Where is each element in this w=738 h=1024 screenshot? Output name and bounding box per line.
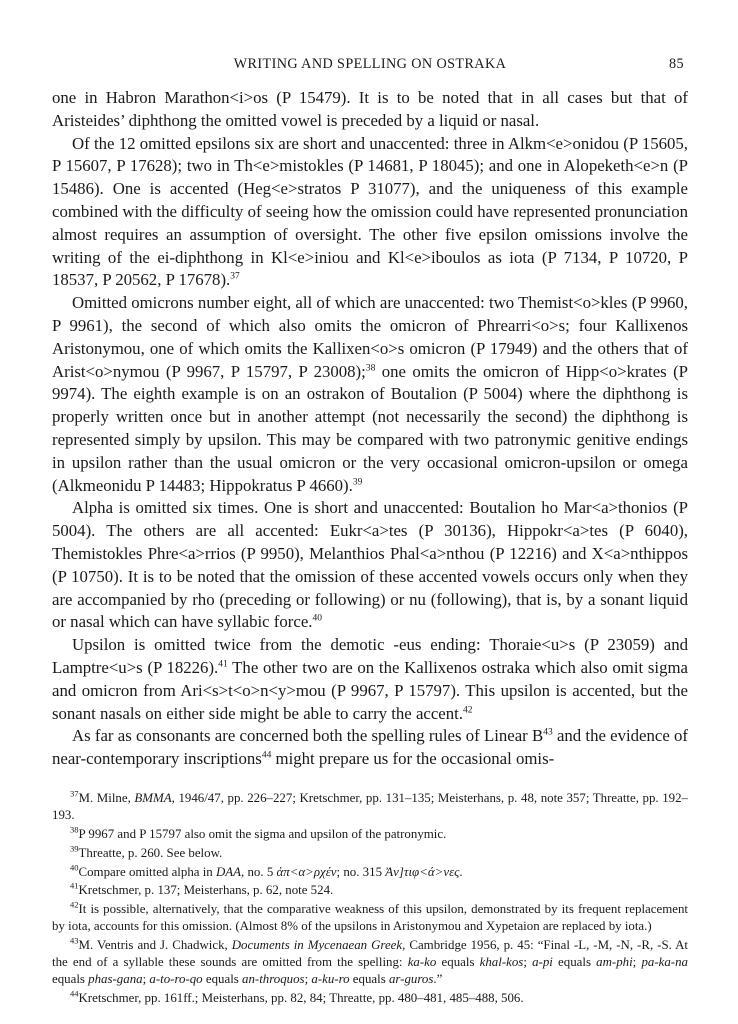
italic-text: Documents in Mycenaean Greek: [231, 938, 403, 953]
footnote-number: 38: [70, 824, 79, 835]
footnote-number: 37: [70, 788, 79, 799]
body-paragraph: [52, 634, 688, 725]
footnote: [52, 937, 688, 988]
text-run: one omits the omicron of Hipp<o>krates (P 9974). The eighth example is on an ostrakon of Boutalion (P 5004) where the diphthong is properly written once but in another attempt (not necessarily the second) the diphthong is represented simply by upsilon. This may be compared with two patronymic genitive endings in upsilon rather than the usual omicron or the very occasional omicron-upsilon or omega (Alkmeonidu P 14483; Hippokratus P 4660).: [52, 361, 689, 495]
body-paragraph: [52, 87, 688, 133]
footnote-ref: 42: [463, 704, 473, 715]
text-run: might prepare us for the occasional omis-: [271, 749, 555, 769]
footnote-ref: 37: [230, 271, 240, 282]
text-run: , 1946/47, pp. 226–227; Kretschmer, pp. 131–135; Meisterhans, p. 48, note 357; Threatte, pp. 192–193.: [52, 790, 688, 822]
text-run: Compare omitted alpha in: [78, 864, 216, 879]
text-run: .”: [433, 971, 443, 986]
footnote: [52, 990, 688, 1007]
italic-text: Ἀν]τιφ<ά>νες: [385, 864, 460, 879]
italic-text: ar-guros: [388, 971, 434, 986]
text-run: , Cambridge 1956, p. 45: “Final -L, -M, -N, -R, -S. At the end of a syllable these sounds are omitted from the spelling:: [52, 938, 688, 970]
italic-text: pa-ka-na: [641, 955, 688, 970]
footnote-number: 41: [70, 881, 79, 892]
text-run: ;: [142, 971, 150, 986]
text-run: one in Habron Marathon<i>os (P 15479). It is to be noted that in all cases but that of Aristeides’ diphthong the omitted vowel is preceded by a liquid or nasal.: [52, 88, 688, 130]
text-run: .: [459, 864, 463, 879]
footnote: [52, 901, 688, 935]
footnote: [52, 790, 688, 824]
text-run: Upsilon is omitted twice from the demotic -eus ending: Thoraie<u>s (P 23059) and Lamptre<u>s (P 18226).: [52, 635, 688, 677]
text-run: M. Milne,: [78, 790, 135, 805]
text-run: As far as consonants are concerned both the spelling rules of Linear B: [72, 726, 544, 746]
text-run: M. Ventris and J. Chadwick,: [78, 938, 232, 953]
text-run: Kretschmer, p. 137; Meisterhans, p. 62, note 524.: [78, 883, 334, 898]
footnote-ref: 40: [312, 613, 322, 624]
italic-text: phas-gana: [88, 971, 143, 986]
text-run: It is possible, alternatively, that the comparative weakness of this upsilon, demonstrated by its frequent replacement by iota, accounts for this omission. (Almost 8% of the upsilons in Aristonymou and Xypetaion are replaced by iota.): [52, 902, 688, 934]
italic-text: an-throquos: [242, 971, 305, 986]
footnotes: [52, 790, 688, 1007]
italic-text: khal-kos: [479, 955, 524, 970]
text-run: Kretschmer, pp. 161ff.; Meisterhans, pp. 82, 84; Threatte, pp. 480–481, 485–488, 506.: [78, 990, 524, 1005]
text-run: equals: [202, 971, 243, 986]
text-run: , no. 5: [241, 864, 277, 879]
text-run: Alpha is omitted six times. One is short and unaccented: Boutalion ho Mar<a>thonios (P 5004). The others are all accented: Eukr<a>tes (P 30136), Hippokr<a>tes (P 6040), Themistokles Phre<a>rrios (P 9950), Melanthios Phal<a>nthou (P 12216) and X<a>nthippos (P 10750). It is to be noted that the omission of these accented vowels occurs only when they are accompanied by rho (preceding or following) or nu (following), that is, by a sonant liquid or nasal which can have syllabic force.: [52, 498, 688, 632]
text-run: equals: [552, 955, 597, 970]
text-run: Threatte, p. 260. See below.: [78, 845, 223, 860]
body-paragraph: [52, 133, 688, 293]
italic-text: a-to-ro-qo: [149, 971, 203, 986]
text-run: equals: [52, 971, 89, 986]
footnote-ref: 38: [365, 362, 376, 373]
footnote-ref: 44: [261, 750, 272, 761]
text-run: equals: [349, 971, 389, 986]
running-header: [52, 56, 688, 78]
body-paragraph: [52, 292, 688, 497]
footnote: [52, 845, 688, 862]
italic-text: DAA: [215, 864, 242, 879]
text-run: The other two are on the Kallixenos ostraka which also omit sigma and omicron from Ari<s>t<o>n<y>mou (P 9967, P 15797). This upsilon is accented, but the sonant nasals on either side might be able to carry the accent.: [52, 657, 688, 723]
text-run: P 9967 and P 15797 also omit the sigma and upsilon of the patronymic.: [78, 826, 447, 841]
text-run: equals: [436, 955, 480, 970]
footnote-number: 42: [70, 900, 79, 911]
footnote-ref: 41: [218, 659, 228, 670]
footnote: [52, 864, 688, 881]
footnote-ref: 39: [352, 476, 363, 487]
text-run: ;: [304, 971, 312, 986]
text-run: ;: [632, 955, 642, 970]
text-run: Of the 12 omitted epsilons six are short and unaccented: three in Alkm<e>onidou (P 15605, P 15607, P 17628); two in Th<e>mistokles (P 14681, P 18045); and one in Alopeketh<e>n (P 15486). One is accented (Heg<e>stratos P 31077), and the uniqueness of this example combined with the difficulty of seeing how the omission could have represented pronunciation almost requires an assumption of oversight. The other five epsilon omissions involve the writing of the ei-diphthong in Kl<e>iniou and Kl<e>iboulos as iota (P 7134, P 10720, P 18537, P 20562, P 17678).: [52, 133, 688, 290]
footnote: [52, 882, 688, 899]
italic-text: a-ku-ro: [311, 971, 350, 986]
italic-text: am-phi: [596, 955, 633, 970]
italic-text: ka-ko: [407, 955, 437, 970]
body-paragraph: [52, 725, 688, 771]
footnote-ref: 43: [543, 727, 553, 738]
text-run: ;: [523, 955, 533, 970]
footnote-number: 39: [70, 843, 79, 854]
italic-text: ἀπ<α>ρχέν: [276, 864, 337, 879]
footnote-number: 44: [70, 988, 79, 999]
text-run: and the evidence of near-contemporary inscriptions: [52, 726, 689, 769]
page: [52, 56, 688, 1009]
italic-text: a-pi: [532, 955, 553, 970]
page-number: 85: [669, 56, 684, 72]
body-text: [52, 87, 688, 771]
footnote-number: 43: [70, 935, 79, 946]
footnote-number: 40: [70, 862, 79, 873]
body-paragraph: [52, 497, 688, 634]
text-run: ; no. 315: [336, 864, 386, 879]
running-title: WRITING AND SPELLING ON OSTRAKA: [233, 56, 507, 72]
footnote: [52, 826, 688, 843]
text-run: Omitted omicrons number eight, all of which are unaccented: two Themist<o>kles (P 9960, P 9961), the second of which also omits the omicron of Phrearri<o>s; four Kallixenos Aristonymou, one of which omits the Kallixen<o>s omicron (P 17949) and the others that of Arist<o>nymou (P 9967, P 15797, P 23008);: [52, 293, 688, 381]
italic-text: BMMA: [134, 790, 172, 805]
